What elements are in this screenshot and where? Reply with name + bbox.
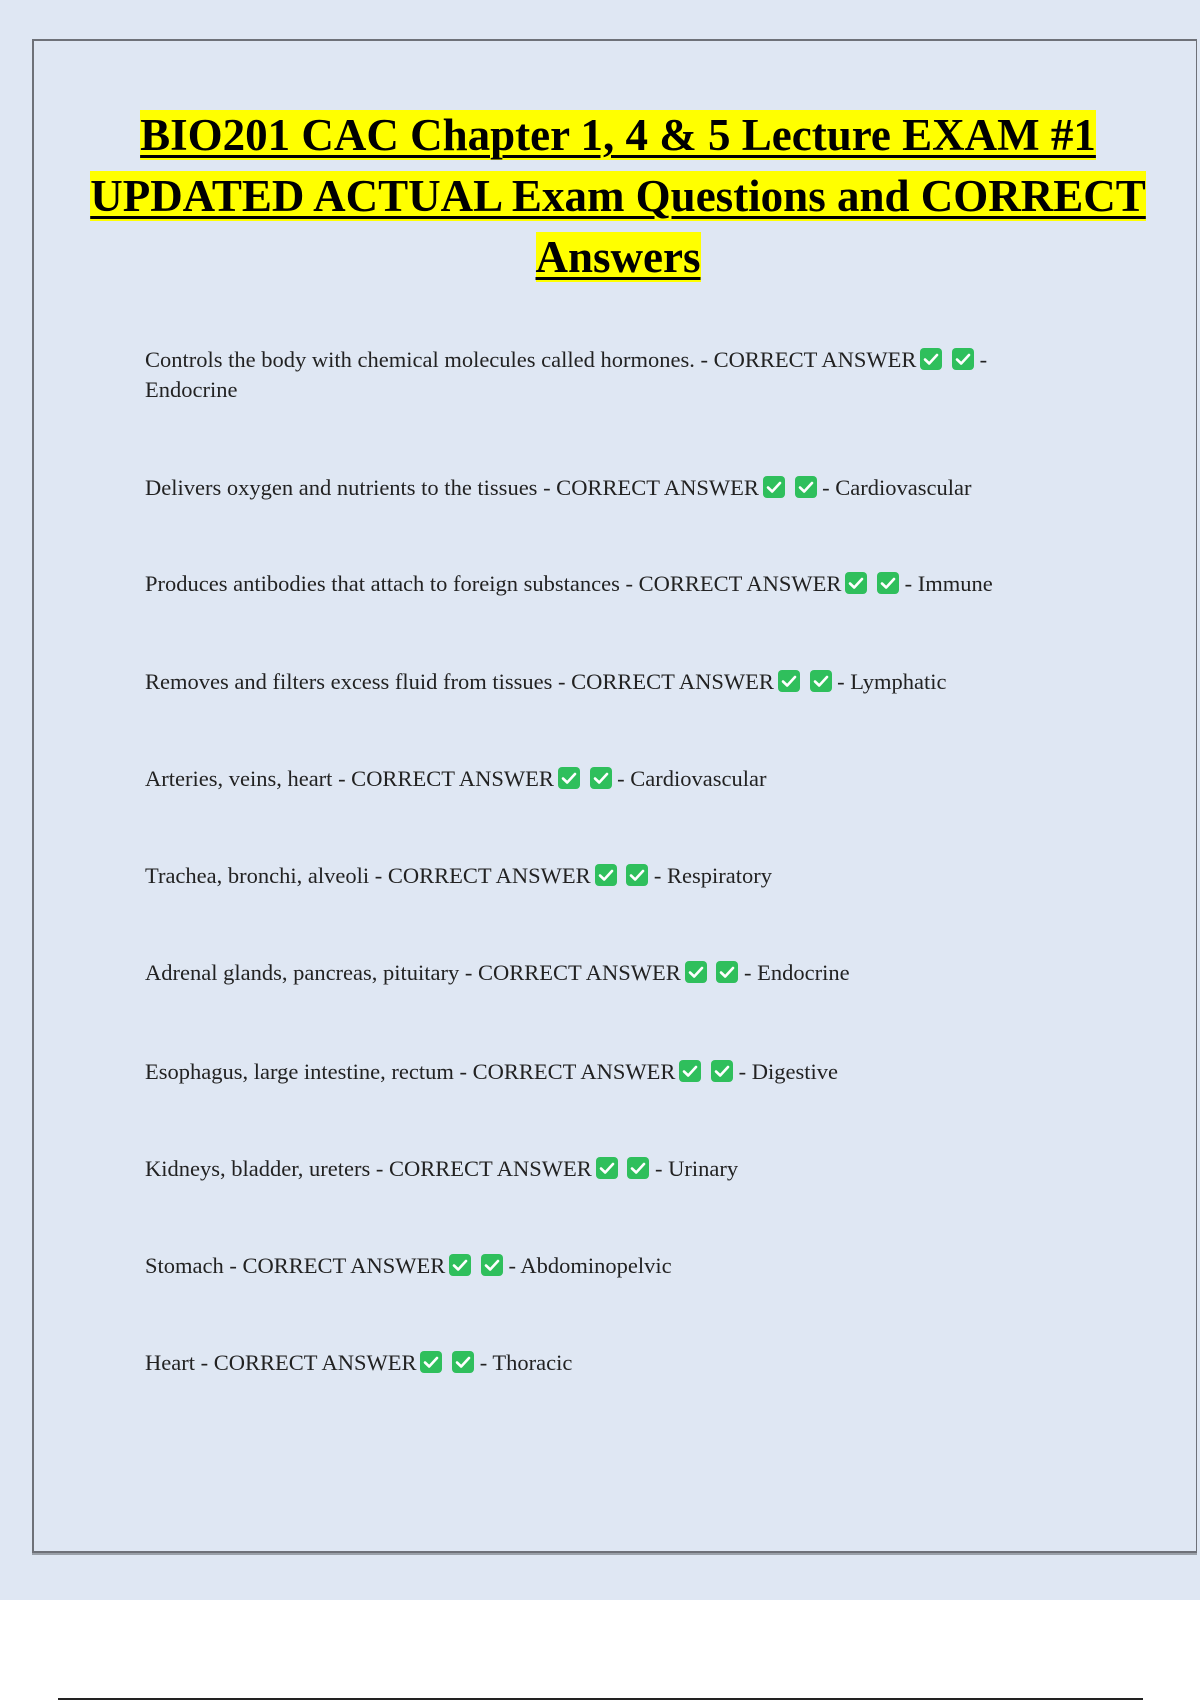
question-text: Delivers oxygen and nutrients to the tissues [145, 475, 538, 500]
check-mark-icon [595, 864, 617, 886]
answer-text: Abdominopelvic [520, 1253, 672, 1278]
check-mark-icon [795, 476, 817, 498]
question-text: Trachea, bronchi, alveoli [145, 863, 370, 888]
qa-item: Kidneys, bladder, ureters - CORRECT ANSWER - Urinary [145, 1156, 739, 1181]
answer-text: Digestive [751, 1059, 838, 1084]
question-text: Adrenal glands, pancreas, pituitary [145, 960, 460, 985]
answer-text: Endocrine [145, 377, 238, 402]
check-mark-icon [420, 1351, 442, 1373]
question-text: Produces antibodies that attach to foreign substances [145, 571, 620, 596]
question-text: Kidneys, bladder, ureters [145, 1156, 371, 1181]
check-mark-icon [590, 767, 612, 789]
qa-item: Removes and filters excess fluid from tissues - CORRECT ANSWER - Lymphatic [145, 669, 947, 694]
check-mark-icon [845, 572, 867, 594]
qa-item: Controls the body with chemical molecules called hormones. - CORRECT ANSWER - Endocrine [145, 347, 988, 402]
question-text: Heart [145, 1350, 195, 1375]
answer-text: Cardiovascular [630, 766, 767, 791]
check-mark-icon [778, 670, 800, 692]
question-text: Removes and filters excess fluid from tissues [145, 669, 553, 694]
check-mark-icon [716, 961, 738, 983]
document-title [70, 105, 1166, 288]
check-mark-icon [810, 670, 832, 692]
answer-marker: - CORRECT ANSWER [543, 475, 759, 500]
qa-item: Arteries, veins, heart - CORRECT ANSWER - Cardiovascular [145, 766, 767, 791]
check-mark-icon [627, 1157, 649, 1179]
qa-item: Heart - CORRECT ANSWER - Thoracic [145, 1350, 573, 1375]
answer-text: Endocrine [757, 960, 850, 985]
answer-text: Immune [917, 571, 993, 596]
answer-marker: - CORRECT ANSWER [464, 960, 681, 985]
qa-item: Trachea, bronchi, alveoli - CORRECT ANSWER - Respiratory [145, 863, 772, 888]
answer-marker: - CORRECT ANSWER [200, 1350, 417, 1375]
answer-marker: - CORRECT ANSWER [459, 1059, 676, 1084]
question-text: Controls the body with chemical molecules called hormones. [145, 347, 695, 372]
answer-text: Cardiovascular [835, 475, 972, 500]
answer-text: Respiratory [666, 863, 772, 888]
answer-marker: - CORRECT ANSWER [700, 347, 917, 372]
qa-item: Esophagus, large intestine, rectum - CORRECT ANSWER - Digestive [145, 1059, 838, 1084]
check-mark-icon [711, 1060, 733, 1082]
question-text: Arteries, veins, heart [145, 766, 333, 791]
qa-item: Produces antibodies that attach to foreign substances - CORRECT ANSWER - Immune [145, 571, 993, 596]
check-mark-icon [558, 767, 580, 789]
check-mark-icon [685, 961, 707, 983]
check-mark-icon [481, 1254, 503, 1276]
question-text: Esophagus, large intestine, rectum [145, 1059, 454, 1084]
answer-marker: - CORRECT ANSWER [625, 571, 842, 596]
check-mark-icon [452, 1351, 474, 1373]
check-mark-icon [763, 476, 785, 498]
answer-text: Urinary [668, 1156, 739, 1181]
check-mark-icon [877, 572, 899, 594]
answer-marker: - CORRECT ANSWER [558, 669, 774, 694]
answer-marker: - CORRECT ANSWER [374, 863, 591, 888]
check-mark-icon [920, 348, 942, 370]
answer-marker: - CORRECT ANSWER [338, 766, 554, 791]
qa-item: Delivers oxygen and nutrients to the tissues - CORRECT ANSWER - Cardiovascular [145, 475, 972, 500]
answer-marker: - CORRECT ANSWER [229, 1253, 446, 1278]
check-mark-icon [679, 1060, 701, 1082]
check-mark-icon [596, 1157, 618, 1179]
answer-text: Thoracic [492, 1350, 573, 1375]
qa-item: Adrenal glands, pancreas, pituitary - CORRECT ANSWER - Endocrine [145, 960, 850, 985]
check-mark-icon [626, 864, 648, 886]
check-mark-icon [952, 348, 974, 370]
question-text: Stomach [145, 1253, 224, 1278]
document-title-text: BIO201 CAC Chapter 1, 4 & 5 Lecture EXAM #1 UPDATED ACTUAL Exam Questions and CORRECT Answers [90, 110, 1146, 282]
answer-text: Lymphatic [850, 669, 947, 694]
check-mark-icon [449, 1254, 471, 1276]
answer-marker: - CORRECT ANSWER [375, 1156, 592, 1181]
qa-item: Stomach - CORRECT ANSWER - Abdominopelvic [145, 1253, 672, 1278]
